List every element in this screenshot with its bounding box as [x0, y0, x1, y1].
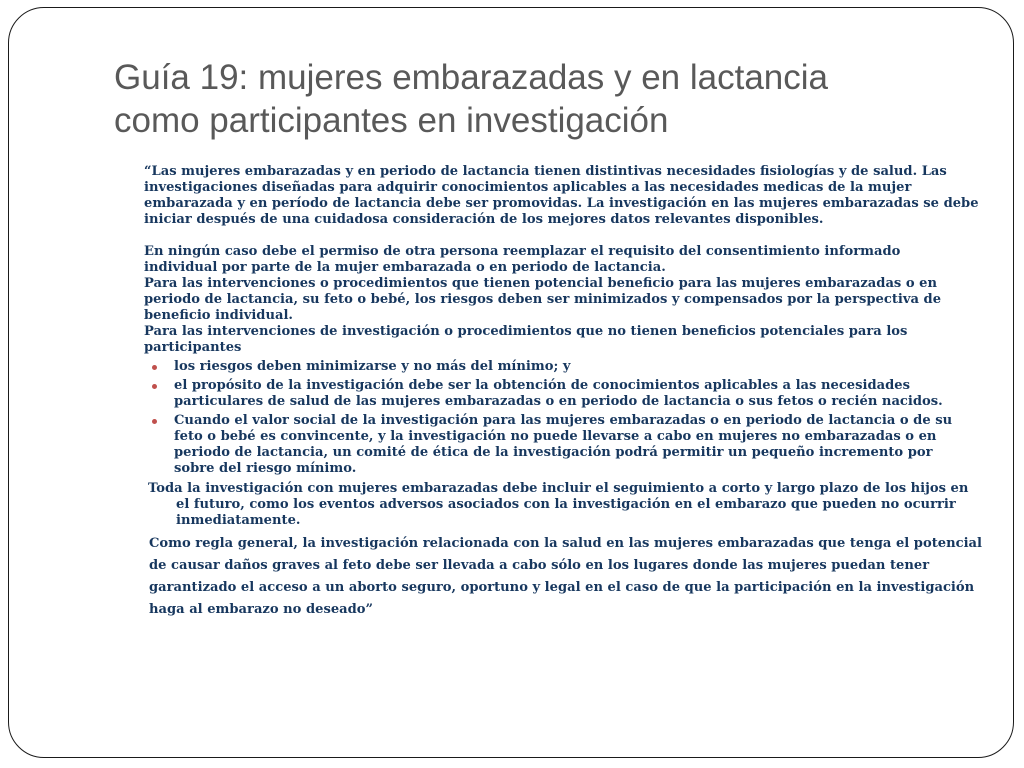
text-line: iniciar después de una cuidadosa consideración de los mejores datos relevantes disponibles.: [144, 212, 824, 227]
text-line: periodo de lactancia, su feto o bebé, los riesgos deben ser minimizados y compensados por la perspectiva de: [144, 292, 942, 307]
bullet-dot-icon: [152, 365, 157, 370]
text-line: sobre del riesgo mínimo.: [174, 461, 357, 476]
text-line: inmediatamente.: [176, 513, 301, 528]
text-line: los riesgos deben minimizarse y no más del mínimo; y: [174, 359, 571, 374]
text-line: el propósito de la investigación debe ser la obtención de conocimientos aplicables a las necesidades: [174, 378, 910, 393]
bullet-item: [174, 359, 964, 375]
text-line: de causar daños graves al feto debe ser llevada a cabo sólo en los lugares donde las mujeres puedan tener: [149, 558, 930, 573]
text-line: Para las intervenciones de investigación o procedimientos que no tienen beneficios potenciales para los: [144, 324, 908, 339]
text-line: beneficio individual.: [144, 308, 293, 323]
text-line: participantes: [144, 340, 242, 355]
slide-body: [144, 164, 983, 621]
text-line: individual por parte de la mujer embarazada o en periodo de lactancia.: [144, 260, 666, 275]
text-line: haga al embarazo no deseado”: [149, 602, 374, 617]
intro-paragraph: [144, 164, 979, 228]
text-line: embarazada y en período de lactancia debe ser promovidas. La investigación en las mujeres embarazadas se debe: [144, 196, 979, 211]
text-line: “Las mujeres embarazadas y en periodo de lactancia tienen distintivas necesidades fisiologías y de salud. Las: [144, 164, 947, 179]
bullet-item: [174, 378, 964, 410]
text-line: periodo de lactancia, un comité de ética de la investigación podrá permitir un pequeño incremento por: [174, 445, 933, 460]
general-rule-paragraph: [149, 533, 983, 621]
bullet-item: [174, 413, 964, 477]
text-line: investigaciones diseñadas para adquirir conocimientos aplicables a las necesidades medicas de la mujer: [144, 180, 912, 195]
slide-title-line: como participantes en investigación: [114, 101, 669, 140]
slide-title: [114, 56, 974, 142]
text-line: Para las intervenciones o procedimientos que tienen potencial beneficio para las mujeres embarazadas o en: [144, 276, 938, 291]
consent-paragraph: [144, 244, 964, 356]
text-line: Cuando el valor social de la investigación para las mujeres embarazadas o en periodo de lactancia o de su: [174, 413, 953, 428]
text-line: garantizado el acceso a un aborto seguro, oportuno y legal en el caso de que la participación en la investigación: [149, 580, 975, 595]
followup-paragraph: [148, 481, 969, 529]
bullet-dot-icon: [152, 384, 157, 389]
paragraph-gap: [144, 228, 964, 244]
slide-title-line: Guía 19: mujeres embarazadas y en lactancia: [114, 58, 828, 97]
text-line: Como regla general, la investigación relacionada con la salud en las mujeres embarazadas que tenga el potencial: [149, 536, 983, 551]
bullet-dot-icon: [152, 419, 157, 424]
text-line: el futuro, como los eventos adversos asociados con la investigación en el embarazo que pueden no ocurrir: [176, 497, 956, 512]
text-line: particulares de salud de las mujeres embarazadas o en periodo de lactancia o sus fetos o recién nacidos.: [174, 394, 943, 409]
text-line: Toda la investigación con mujeres embarazadas debe incluir el seguimiento a corto y largo plazo de los hijos en: [148, 481, 969, 496]
text-line: feto o bebé es convincente, y la investigación no puede llevarse a cabo en mujeres no embarazadas o en: [174, 429, 937, 444]
text-line: En ningún caso debe el permiso de otra persona reemplazar el requisito del consentimiento informado: [144, 244, 901, 259]
